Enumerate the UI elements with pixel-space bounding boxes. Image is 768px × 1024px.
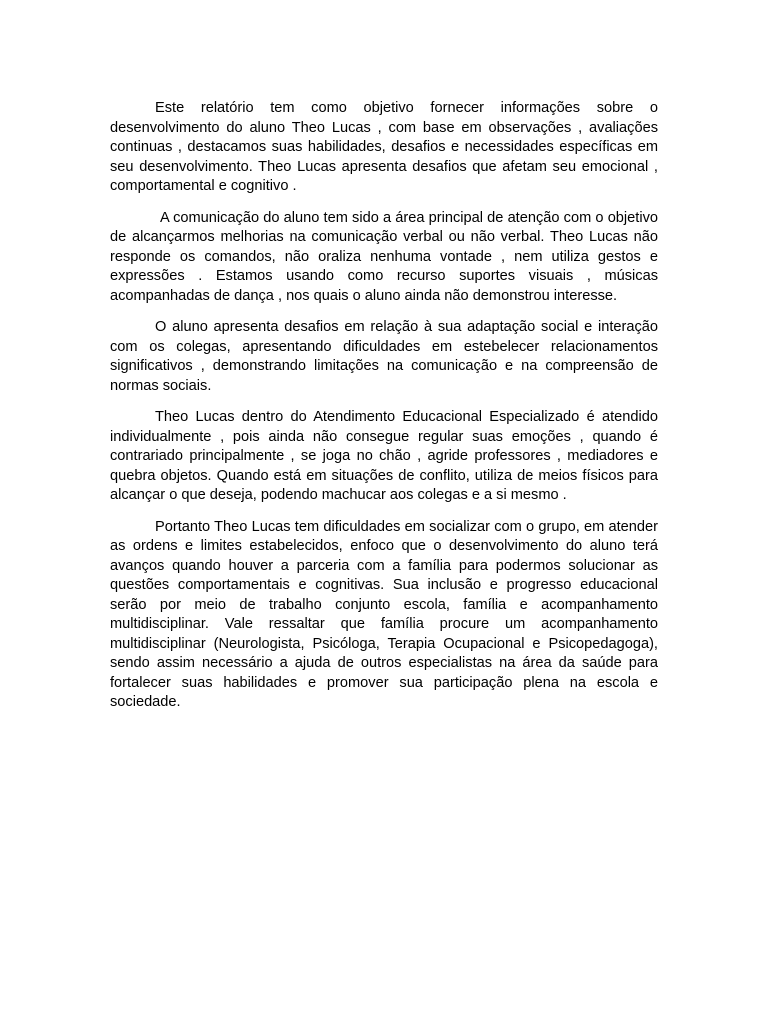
paragraph-specialized-care: Theo Lucas dentro do Atendimento Educacional Especializado é atendido individualmente , pois ainda não consegue regular suas emoções , quando é contrariado principalmente , se joga no chão , agride professores , mediadores e quebra objetos. Quando está em situações de conflito, utiliza de meios físicos para alcançar o que deseja, podendo machucar aos colegas e a si mesmo . <box>110 409 658 503</box>
paragraph-conclusion: Portanto Theo Lucas tem dificuldades em socializar com o grupo, em atender as ordens e limites estabelecidos, enfoco que o desenvolvimento do aluno terá avanços quando houver a parceria com a família para podermos solucionar as questões comportamentais e cognitivas. Sua inclusão e progresso educacional serão por meio de trabalho conjunto escola, família e acompanhamento multidisciplinar. Vale ressaltar que família procure um acompanhamento multidisciplinar (Neurologista, Psicóloga, Terapia Ocupacional e Psicopedagoga), sendo assim necessário a ajuda de outros especialistas na área da saúde para fortalecer suas habilidades e promover sua participação plena na escola e sociedade. <box>110 518 658 710</box>
paragraph-communication: A comunicação do aluno tem sido a área principal de atenção com o objetivo de alcançarmos melhorias na comunicação verbal ou não verbal. Theo Lucas não responde os comandos, não oraliza nenhuma vontade , nem utiliza gestos e expressões . Estamos usando como recurso suportes visuais , músicas acompanhadas de dança , nos quais o aluno ainda não demonstrou interesse. <box>110 209 658 304</box>
document-body <box>110 99 658 725</box>
paragraph-objective: Este relatório tem como objetivo fornecer informações sobre o desenvolvimento do aluno Theo Lucas , com base em observações , avaliações continuas , destacamos suas habilidades, desafios e necessidades específicas em seu desenvolvimento. Theo Lucas apresenta desafios que afetam seu emocional , comportamental e cognitivo . <box>110 100 658 194</box>
paragraph-social-adaptation: O aluno apresenta desafios em relação à sua adaptação social e interação com os colegas, apresentando dificuldades em estebelecer relacionamentos significativos , demonstrando limitações na comunicação e na compreensão de normas sociais. <box>110 319 658 394</box>
